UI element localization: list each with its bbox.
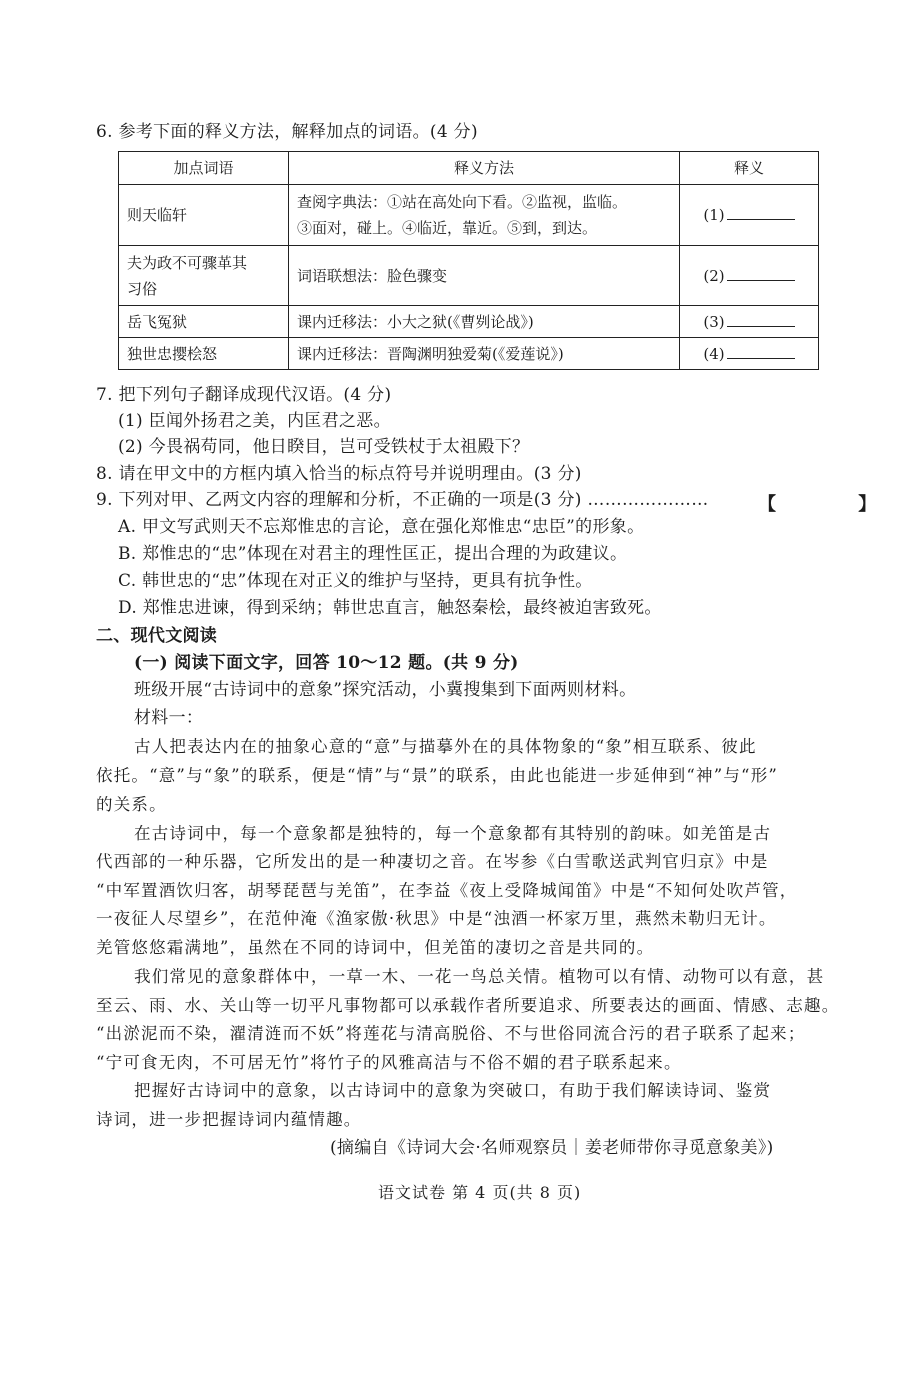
- p2-line2: 代西部的一种乐器，它所发出的是一种凄切之音。在岑参《白雪歌送武判官归京》中是: [96, 852, 769, 871]
- table-row: [119, 246, 819, 306]
- p2-line4: 一夜征人尽望乡”，在范仲淹《渔家傲·秋思》中是“浊酒一杯家万里，燕然未勒归无计。: [96, 909, 777, 928]
- row1-answer[interactable]: [680, 185, 819, 246]
- q9-option-b: B. 郑惟忠的“忠”体现在对君主的理性匡正，提出合理的为政建议。: [118, 544, 628, 564]
- p1-line3: 的关系。: [96, 795, 167, 814]
- row3-word: 岳飞冤狱: [119, 306, 289, 338]
- p4-line1: 把握好古诗词中的意象，以古诗词中的意象为突破口，有助于我们解读诗词、鉴赏: [134, 1081, 772, 1100]
- row4-word: 独世忠撄桧怒: [119, 338, 289, 370]
- p2-line3: “中军置酒饮归客，胡琴琵琶与羌笛”，在李益《夜上受降城闻笛》中是“不知何处吹芦管，: [96, 881, 798, 900]
- q9-option-d: D. 郑惟忠进谏，得到采纳；韩世忠直言，触怒秦桧，最终被迫害致死。: [118, 598, 662, 618]
- q8-stem: 8. 请在甲文中的方框内填入恰当的标点符号并说明理由。(3 分): [96, 464, 582, 484]
- p3-line2: 至云、雨、水、关山等一切平凡事物都可以承载作者所要追求、所要表达的画面、情感、志趣。: [96, 996, 840, 1015]
- p4-line2: 诗词，进一步把握诗词内蕴情趣。: [96, 1110, 362, 1129]
- row4-blank-label: (4): [703, 344, 725, 363]
- p2-line5: 羌管悠悠霜满地”，虽然在不同的诗词中，但羌笛的凄切之音是共同的。: [96, 938, 655, 957]
- q9-option-a: A. 甲文写武则天不忘郑惟忠的言论，意在强化郑惟忠“忠臣”的形象。: [118, 517, 645, 537]
- row2-word-line1: 夫为政不可骤革其: [127, 253, 248, 272]
- row3-method: 课内迁移法：小大之狱(《曹刿论战》): [289, 306, 680, 338]
- row1-word: 则天临轩: [119, 185, 289, 246]
- q9-stem: 9. 下列对甲、乙两文内容的理解和分析，不正确的一项是(3 分) …………………: [96, 490, 709, 510]
- q6-stem: 6. 参考下面的释义方法，解释加点的词语。(4 分): [96, 122, 478, 142]
- page-footer: 语文试卷 第 4 页(共 8 页): [378, 1183, 582, 1202]
- row3-answer[interactable]: [680, 306, 819, 338]
- table-row: [119, 306, 819, 338]
- row2-method: 词语联想法：脸色骤变: [289, 246, 680, 306]
- answer-blank-4[interactable]: [727, 342, 795, 359]
- row1-method-line2: ③面对，碰上。④临近，靠近。⑤到，到达。: [297, 219, 598, 237]
- p1-line2: 依托。“意”与“象”的联系，便是“情”与“景”的联系，由此也能进一步延伸到“神”与“形”: [96, 766, 779, 785]
- vocab-table: [118, 151, 819, 370]
- row2-answer[interactable]: [680, 246, 819, 306]
- header-meaning: 释义: [680, 152, 819, 185]
- row1-method-line1: 查阅字典法：①站在高处向下看。②监视，监临。: [297, 193, 628, 211]
- q7-item-1: (1) 臣闻外扬君之美，内匡君之恶。: [118, 411, 391, 431]
- answer-blank-1[interactable]: [727, 203, 795, 220]
- p2-line1: 在古诗词中，每一个意象都是独特的，每一个意象都有其特别的韵味。如羌笛是古: [134, 824, 772, 843]
- material-source: (摘编自《诗词大会·名师观察员｜姜老师带你寻觅意象美》): [330, 1138, 774, 1158]
- row2-blank-label: (2): [703, 266, 725, 285]
- header-word: 加点词语: [119, 152, 289, 185]
- row4-method: 课内迁移法：晋陶渊明独爱菊(《爱莲说》): [289, 338, 680, 370]
- q7-stem: 7. 把下列句子翻译成现代汉语。(4 分): [96, 385, 392, 405]
- row4-answer[interactable]: [680, 338, 819, 370]
- row1-blank-label: (1): [703, 206, 725, 224]
- row2-word: [119, 246, 289, 306]
- section2-title: 二、现代文阅读: [96, 626, 218, 646]
- answer-blank-3[interactable]: [727, 310, 795, 327]
- header-method: 释义方法: [289, 152, 680, 185]
- row1-method: [289, 185, 680, 246]
- section2-intro: 班级开展“古诗词中的意象”探究活动，小冀搜集到下面两则材料。: [134, 680, 637, 700]
- q7-item-2: (2) 今畏祸苟同，他日睽目，岂可受铁杖于太祖殿下？: [118, 437, 530, 457]
- row2-word-line2: 习俗: [127, 279, 158, 298]
- p1-line1: 古人把表达内在的抽象心意的“意”与描摹外在的具体物象的“象”相互联系、彼此: [134, 737, 757, 756]
- q9-option-c: C. 韩世忠的“忠”体现在对正义的维护与坚持，更具有抗争性。: [118, 571, 593, 591]
- table-row: [119, 338, 819, 370]
- answer-bracket[interactable]: 【 】: [758, 494, 915, 515]
- section2-subtitle: (一) 阅读下面文字，回答 10～12 题。(共 9 分): [134, 653, 519, 673]
- p3-line3: “出淤泥而不染，濯清涟而不妖”将莲花与清高脱俗、不与世俗同流合污的君子联系了起来；: [96, 1024, 806, 1043]
- answer-blank-2[interactable]: [727, 264, 795, 281]
- table-row: [119, 185, 819, 246]
- table-header-row: [119, 152, 819, 185]
- p3-line1: 我们常见的意象群体中，一草一木、一花一鸟总关情。植物可以有情、动物可以有意，甚: [134, 967, 825, 986]
- p3-line4: “宁可食无肉，不可居无竹”将竹子的风雅高洁与不俗不媚的君子联系起来。: [96, 1053, 682, 1072]
- row3-blank-label: (3): [703, 312, 725, 331]
- material-label: 材料一：: [134, 708, 204, 728]
